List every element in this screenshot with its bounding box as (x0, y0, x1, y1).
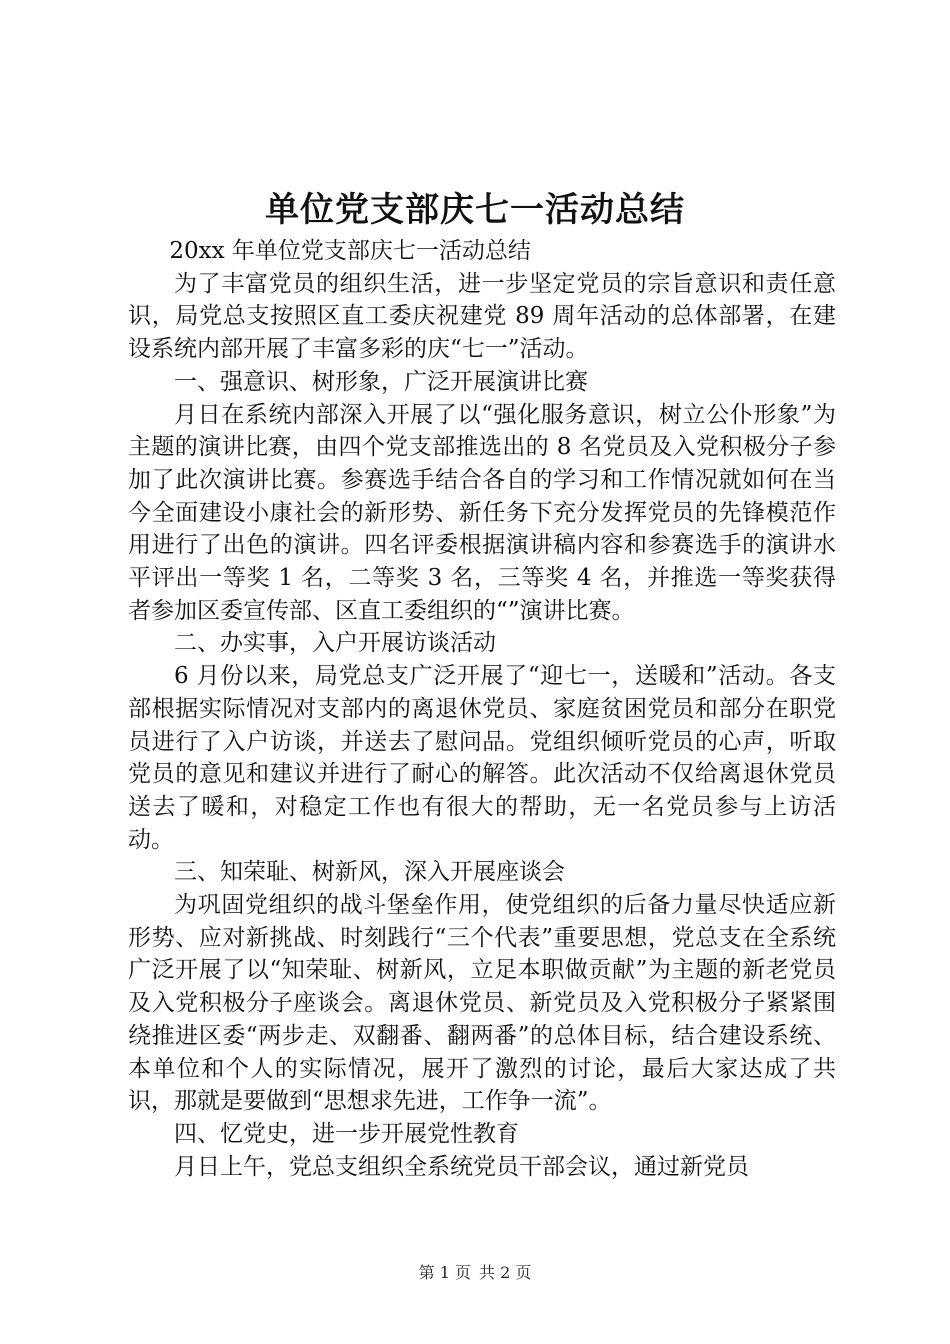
document-subtitle: 20xx 年单位党支部庆七一活动总结 (169, 238, 531, 264)
document-body (128, 235, 836, 1183)
section-heading-2: 二、办实事，入户开展访谈活动 (174, 630, 496, 657)
section-paragraph-4: 月日上午，党总支组织全系统党员干部会议，通过新党员 (174, 1153, 749, 1180)
section-heading-1: 一、强意识、树形象，广泛开展演讲比赛 (174, 368, 588, 395)
document-title: 单位党支部庆七一活动总结 (265, 190, 685, 230)
page-footer (0, 1262, 950, 1284)
intro-paragraph: 为了丰富党员的组织生活，进一步坚定党员的宗旨意识和责任意识，局党总支按照区直工委庆祝建党 89 周年活动的总体部署，在建设系统内部开展了丰富多彩的庆“七一”活动。 (128, 270, 836, 363)
section-paragraph-3: 为巩固党组织的战斗堡垒作用，使党组织的后备力量尽快适应新形势、应对新挑战、时刻践行“三个代表”重要思想，党总支在全系统广泛开展了以“知荣耻、树新风，立足本职做贡献”为主题的新老党员及入党积极分子座谈会。离退休党员、新党员及入党积极分子紧紧围绕推进区委“两步走、双翻番、翻两番”的总体目标，结合建设系统、本单位和个人的实际情况，展开了激烈的讨论，最后大家达成了共识，那就是要做到“思想求先进，工作争一流”。 (128, 892, 836, 1115)
page-total: 共 2 页 (479, 1263, 532, 1282)
section-heading-4: 四、忆党史，进一步开展党性教育 (174, 1120, 519, 1147)
section-heading-3: 三、知荣耻、树新风，深入开展座谈会 (174, 859, 565, 886)
section-paragraph-1: 月日在系统内部深入开展了以“强化服务意识，树立公仆形象”为主题的演讲比赛，由四个党支部推选出的 8 名党员及入党积极分子参加了此次演讲比赛。参赛选手结合各自的学习和工作情况就如何在当今全面建设小康社会的新形势、新任务下充分发挥党员的先锋模范作用进行了出色的演讲。四名评委根据演讲稿内容和参赛选手的演讲水平评出一等奖 1 名，二等奖 3 名，三等奖 4 名，并推选一等奖获得者参加区委宣传部、区直工委组织的“”演讲比赛。 (128, 401, 836, 624)
section-paragraph-2: 6 月份以来，局党总支广泛开展了“迎七一，送暖和”活动。各支部根据实际情况对支部内的离退休党员、家庭贫困党员和部分在职党员进行了入户访谈，并送去了慰问品。党组织倾听党员的心声，听取党员的意见和建议并进行了耐心的解答。此次活动不仅给离退休党员送去了暖和，对稳定工作也有很大的帮助，无一名党员参与上访活动。 (128, 663, 836, 853)
page-number: 第 1 页 (418, 1263, 471, 1282)
